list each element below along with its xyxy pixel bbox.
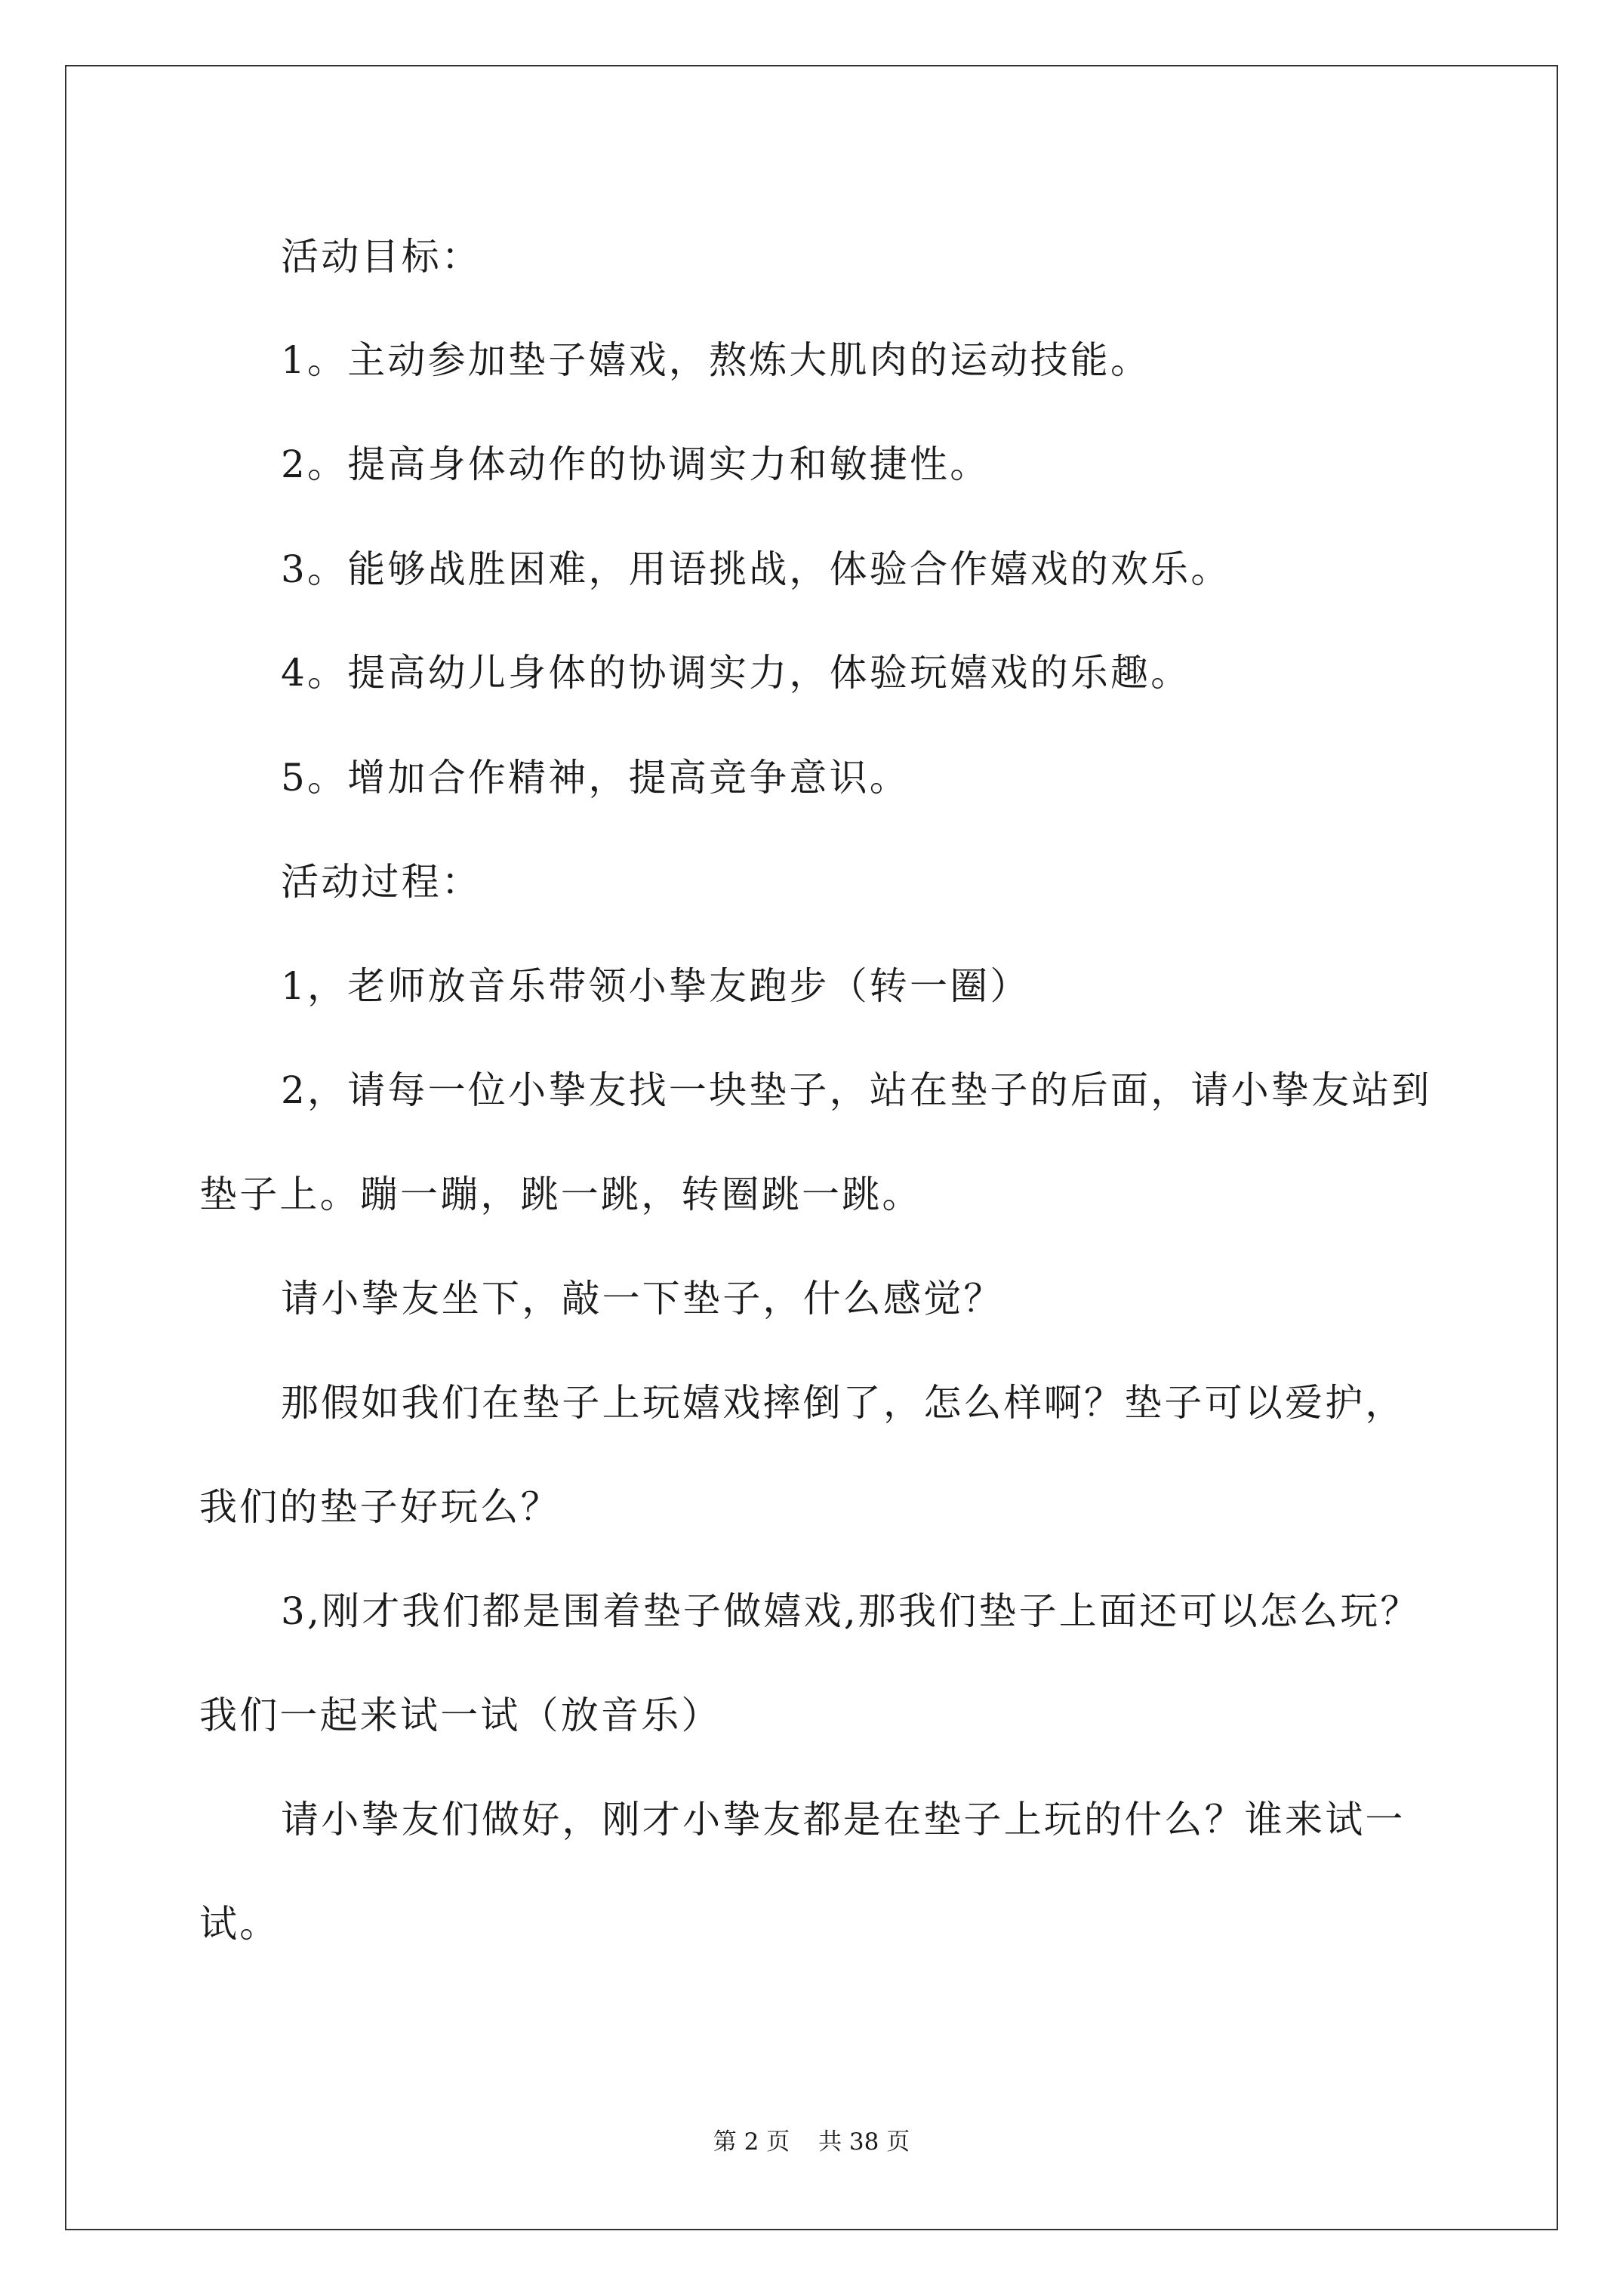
page-frame [65,65,1558,2230]
paragraph: 那假如我们在垫子上玩嬉戏摔倒了，怎么样啊？垫子可以爱护， [281,1381,1406,1425]
goal-item-4: 4。提高幼儿身体的协调实力，体验玩嬉戏的乐趣。 [281,651,1191,695]
process-step-1: 1，老师放音乐带领小挚友跑步（转一圈） [281,964,1030,1008]
page-number: 第 2 页 [713,2128,790,2156]
paragraph-cont: 试。 [199,1902,280,1946]
process-step-3: 3,刚才我们都是围着垫子做嬉戏,那我们垫子上面还可以怎么玩？ [281,1589,1421,1633]
page-total: 共 38 页 [818,2128,910,2156]
paragraph: 请小挚友坐下，敲一下垫子，什么感觉？ [281,1277,1004,1321]
section-heading-process: 活动过程： [281,860,482,904]
process-step-2-cont: 垫子上。蹦一蹦，跳一跳，转圈跳一跳。 [199,1173,922,1216]
paragraph-cont: 我们的垫子好玩么？ [199,1485,561,1529]
process-step-2: 2，请每一位小挚友找一块垫子，站在垫子的后面，请小挚友站到 [281,1068,1432,1112]
goal-item-5: 5。增加合作精神，提高竞争意识。 [281,756,910,800]
section-heading-goals: 活动目标： [281,235,482,279]
process-step-3-cont: 我们一起来试一试（放音乐） [199,1693,722,1737]
goal-item-3: 3。能够战胜困难，用语挑战，体验合作嬉戏的欢乐。 [281,547,1231,591]
goal-item-2: 2。提高身体动作的协调实力和敏捷性。 [281,442,990,486]
paragraph: 请小挚友们做好，刚才小挚友都是在垫子上玩的什么？谁来试一 [281,1798,1406,1841]
page-footer [0,2127,1623,2157]
goal-item-1: 1。主动参加垫子嬉戏，熬炼大肌肉的运动技能。 [281,338,1151,382]
